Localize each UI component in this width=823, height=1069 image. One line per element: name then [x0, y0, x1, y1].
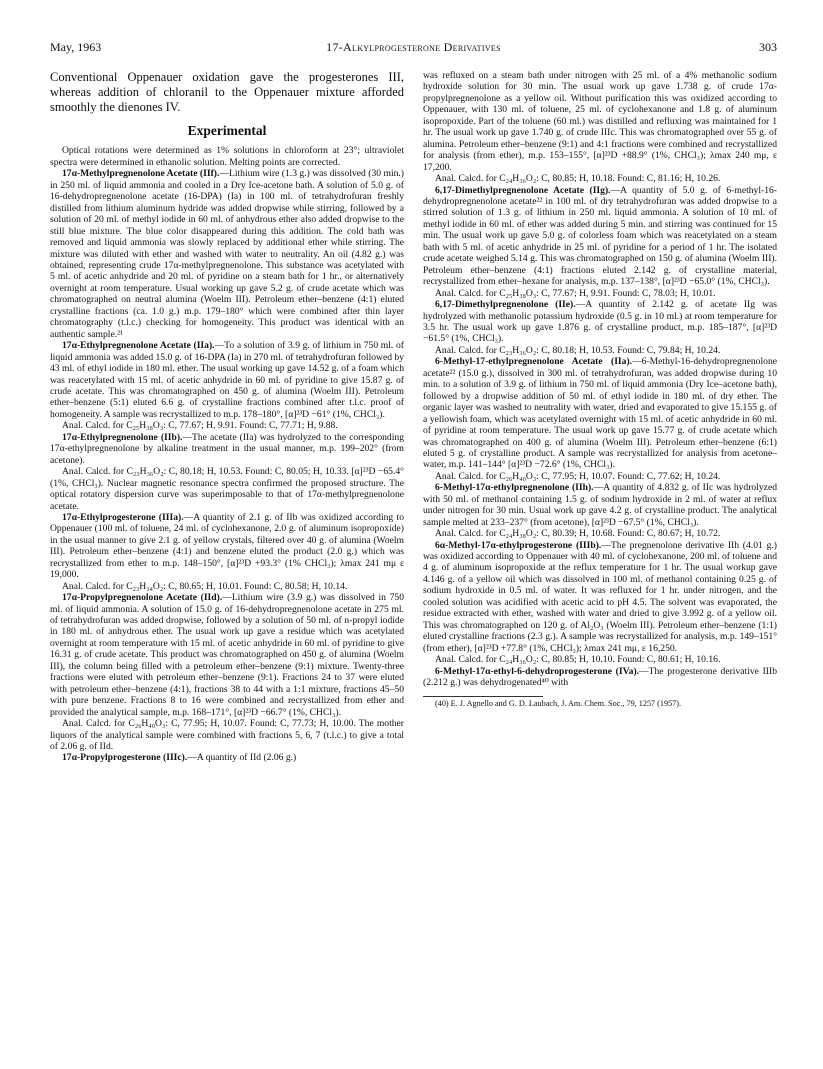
paragraph-body: —A quantity of 4.832 g. of IIc was hydrolyzed with 50 ml. of methanol containing 1.5 g. of sodium hydroxide in 2 ml. of water at reflux under nitrogen for 30 min. Usual work up gave 4.2 g. of crystalline product. The analytical sample melted at 233–237° (from acetone), [α]²³D −67.5° (1%, CHCl₃). — [423, 482, 777, 528]
page-number: 303 — [759, 40, 777, 54]
analysis-line: Anal. Calcd. for C₂₆H₄₀O₃: C, 77.95; H, 10.07. Found: C, 77.73; H, 10.00. The mother liquors of the analytical sample were combined with fractions 5, 6, 7 (t.l.c.) to give a total of 2.06 g. of IId. — [50, 718, 404, 753]
paragraph-body: —A quantity of 2.1 g. of IIb was oxidized according to Oppenauer (100 ml. of toluene, 24 ml. of cyclohexanone, 2.0 g. of aluminum isopropoxide) in the usual manner to give 2.1 g. of yellow crystals, filtered over 40 g. of alumina (Woelm III). Petroleum ether–benzene (4:1) and benzene eluted the product (2.0 g.) which was recrystallized from ether to m.p. 148–150°, [α]²³D +93.3° (1% CHCl₃); λmax 241 mμ ε 19,000. — [50, 511, 404, 581]
paragraph-body: —A quantity of 2.142 g. of acetate IIg was hydrolyzed with methanolic potassium hydroxide (0.5 g. in 10 ml.) at room temperature for 3.5 hr. The usual work up gave 1.876 g. of crystalline product, m.p. 185–187°, [α]²³D −61.5° (1%, CHCl₃). — [423, 299, 777, 345]
analysis-line: Anal. Calcd. for C₂₃H₃₆O₂: C, 80.18; H, 10.53. Found: C, 80.05; H, 10.33. [α]²³D −65.4° (1%, CHCl₃). Nuclear magnetic resonance spectra confirmed the proposed structure. The optical rotatory dispersion curve was superimposable to that of 17α-methylpregnenolone acetate. — [50, 466, 404, 512]
paragraph-body: —A quantity of 5.0 g. of 6-methyl-16-dehydropregnenolone acetate²² in 100 ml. of dry tetrahydrofuran was added dropwise to a stirred solution of 1.3 g. of lithium in 250 ml. liquid ammonia. A solution of 10 ml. of methyl iodide in 60 ml. of ether was added during 5 min. and stirring was continued for 15 min. The usual work up gave 5.0 g. of colorless foam which was reacetylated on a steam bath with 5 ml. of acetic anhydride in 25 ml. of pyridine for a period of 1 hr. The isolated crude acetate weighed 5.14 g. This was chromatographed on 150 g. of alumina (Woelm III). Petroleum ether–benzene (4:1) fractions eluted 2.142 g. of crystalline material, recrystallized from ether–hexane for analysis, m.p. 137–138°, [α]²³D −65.0° (1%, CHCl₃). — [423, 184, 777, 288]
paragraph — [50, 432, 404, 466]
paragraph: Optical rotations were determined as 1% solutions in chloroform at 23°; ultraviolet spectra were determined in ethanolic solution. Melting points are corrected. — [50, 145, 404, 168]
paragraph — [423, 185, 777, 288]
paragraph — [50, 512, 404, 581]
lead-paragraph: Conventional Oppenauer oxidation gave the progesterones III, whereas addition of chloranil to the Oppenauer mixture afforded smoothly the dienones IV. — [50, 70, 404, 114]
paragraph — [423, 356, 777, 471]
analysis-line: Anal. Calcd. for C₂₆H₄₀O₃: C, 77.95; H, 10.07. Found: C, 77.62; H, 10.24. — [435, 470, 721, 482]
running-header — [50, 40, 777, 58]
paragraph-body: —6-Methyl-16-dehydropregnenolone acetate²² (15.0 g.), dissolved in 300 ml. of tetrahydrofuran, was added dropwise during 10 min. to a solution of 3.9 g. of lithium in 750 ml. of liquid ammonia (Dry Ice–acetone bath), followed by a dropwise addition of 50 ml. of ethyl iodide in 180 ml. of dry ether. The organic layer was washed to neutrality with water, dried and evaporated to give 15.155 g. of a yellowish foam, which was acetylated overnight with 15 ml. of acetic anhydride in 60 ml. of pyridine at room temperature. The usual work up gave 15.77 g. of crude acetate which was chromatographed on 400 g. of alumina (Woelm III). Petroleum ether–benzene (6:1) eluted 5 g. of crystalline product. A sample was recrystallized for analysis from acetone–water, m.p. 141–144° [α]²³D −72.6° (1%, CHCl₃). — [423, 356, 777, 471]
compound-title: 6,17-Dimethylpregnenolone Acetate (IIg). — [435, 184, 611, 196]
paragraph — [423, 540, 777, 655]
paragraph-body: —The acetate (IIa) was hydrolyzed to the corresponding 17α-ethylpregnenolone by alkaline treatment in the usual manner, m.p. 199–202° (from acetone). — [50, 431, 404, 466]
left-column — [50, 70, 404, 764]
paragraph-body: —To a solution of 3.9 g. of lithium in 750 ml. of liquid ammonia was added 15.0 g. of 16-DPA (Ia) in 270 ml. of tetrahydrofuran followed by 43 ml. of ethyl iodide in 180 ml. ether. The usual working up gave 14.52 g. of a foam which was reacetylated with 15 ml. of acetic anhydride in 60 ml. of pyridine to give 15.87 g. of crude acetate. This was chromatographed on 450 g. of alumina (Woelm III). Petroleum ether–benzene (5:1) eluted 6.6 g. of crystalline fractions combined after t.l.c. proof of homogeneity. A sample was recrystallized to m.p. 178–180°, [α]²³D −61° (1%, CHCl₃). — [50, 340, 405, 420]
paragraph-body: —The progesterone derivative IIIb (2.212 g.) was dehydrogenated⁴⁰ with — [423, 665, 777, 689]
paragraph — [50, 168, 404, 340]
compound-title: 17α-Propylprogesterone (IIIc). — [62, 752, 188, 764]
paragraph — [50, 340, 404, 420]
paragraph-body: —Lithium wire (3.9 g.) was dissolved in 750 ml. of liquid ammonia. A solution of 15.0 g. of 16-dehydropregnenolone acetate in 275 ml. of tetrahydrofuran was added dropwise, followed by a solution of 50 ml. of n-propyl iodide in 180 ml. of anhydrous ether. The usual work up gave a residue which was acetylated overnight at room temperature with 15 ml. of acetic anhydride in 60 ml. of pyridine to give 16.31 g. of crude acetate. This product was chromatographed on 450 g. of alumina (Woelm III), the column being filled with a petroleum ether–benzene (9:1) mixture. Twenty-three fractions were eluted with petroleum ether–benzene (9:1). Fractions 24 to 37 were eluted with petroleum ether–benzene (4:1), fractions 38 to 44 with a 1:1 mixture, fractions 45–50 with pure benzene. Fractions 8 to 16 were combined and recrystallized from ether and provided the analytical sample, m.p. 168–171°, [α]²³D −66.7° (1%, CHCl₃). — [50, 592, 405, 718]
paragraph: was refluxed on a steam bath under nitrogen with 25 ml. of a 4% methanolic sodium hydroxide solution for 30 min. The usual work up gave 1.738 g. of crude 17α-propylpregnenolone as a yellow oil. Without purification this was oxidized according to Oppenauer, with 130 ml. of toluene, 25 ml. of cyclohexanone and 1.8 g. of aluminum isopropoxide. Part of the toluene (60 ml.) was distilled and refluxing was maintained for 1 hr. The usual work up gave 1.740 g. of crude IIIc. This was chromatographed over 55 g. of alumina. Petroleum ether–benzene (9:1) and 4:1 fractions were combined and recrystallized for analysis (from ether), m.p. 153–155°, [α]²³D +88.9° (1%, CHCl₃); λmax 240 mμ, ε 17,200. — [423, 70, 777, 173]
compound-title: 6-Methyl-17α-ethylpregnenolone (IIh). — [435, 482, 594, 494]
compound-title: 6-Methyl-17-ethylpregnenolone Acetate (IIa). — [435, 356, 633, 368]
analysis-line: Anal. Calcd. for C₂₃H₃₄O₂: C, 80.65; H, 10.01. Found: C, 80.58; H, 10.14. — [62, 580, 348, 592]
analysis-line: Anal. Calcd. for C₂₄H₃₆O₂: C, 80.85; H, 10.18. Found: C, 81.16; H, 10.26. — [435, 173, 721, 185]
paragraph-body: —A quantity of IId (2.06 g.) — [187, 752, 297, 764]
analysis-line: Anal. Calcd. for C₂₄H₃₈O₂: C, 80.39; H, 10.68. Found: C, 80.67; H, 10.72. — [435, 528, 721, 540]
analysis-line: Anal. Calcd. for C₂₅H₃₈O₃: C, 77.67; H, 9.91. Found: C, 78.03; H, 10.01. — [435, 287, 716, 299]
right-column — [423, 70, 777, 709]
compound-title: 17α-Propylpregnenolone Acetate (IId). — [62, 592, 223, 604]
paragraph — [423, 666, 777, 689]
compound-title: 17α-Ethylpregnenolone Acetate (IIa). — [62, 340, 215, 352]
compound-title: 17α-Ethylpregnenolone (IIb). — [62, 431, 183, 443]
compound-title: 6-Methyl-17α-ethyl-6-dehydroprogesterone (IVa). — [435, 665, 640, 677]
analysis-line: Anal. Calcd. for C₂₄H₃₆O₂: C, 80.85; H, 10.10. Found: C, 80.61; H, 10.16. — [435, 654, 721, 666]
footnote: (40) E. J. Agnello and G. D. Laubach, J. Am. Chem. Soc., 79, 1257 (1957). — [435, 699, 682, 709]
compound-title: 17α-Methylpregnenolone Acetate (IIf). — [62, 168, 220, 180]
header-date: May, 1963 — [50, 40, 102, 54]
paragraph — [423, 299, 777, 345]
footnote-divider — [423, 696, 543, 697]
analysis-line: Anal. Calcd. for C₂₃H₃₆O₂: C, 80.18; H, 10.53. Found: C, 79.84; H, 10.24. — [435, 344, 721, 356]
paragraph-body: —Lithium wire (1.3 g.) was dissolved (30 min.) in 250 ml. of liquid ammonia and cooled in a Dry Ice-acetone bath. A solution of 5.0 g. of 16-dehydropregnenolone acetate (16-DPA) (Ia) in 100 ml. of tetrahydrofuran freshly distilled from lithium aluminum hydride was added dropwise while stirring, followed by a solution of 20 ml. of methyl iodide in 60 ml. of anhydrous ether also added dropwise to the still blue mixture. The blue color disappeared during this addition. The cold bath was removed and liquid ammonia was slowly replaced by additional ether while stirring. The mixture was diluted with ether and washed with water to neutrality. An oil (4.82 g.) was obtained, representing crude 17α-methylpregnenolone. This substance was acetylated with 5 ml. of acetic anhydride and 20 ml. of pyridine on a steam bath for 1 hr., or alternatively overnight at room temperature. Usual working up gave 5.2 g. of crude acetate which was chromatographed on neutral alumina (Woelm III). Petroleum ether–benzene (4:1) eluted crystalline fractions (ca. 1.0 g.) m.p. 179–180° which were combined after thin layer chromatography (t.l.c.) checking for homogeneity. This product was identical with an authentic sample.²¹ — [50, 168, 404, 340]
paragraph — [50, 752, 404, 763]
paragraph-body: —The pregnenolone derivative IIh (4.01 g.) was oxidized according to Oppenauer with 40 ml. of cyclohexanone, 200 ml. of toluene and 4 g. of aluminum isopropoxide at the reflux temperature for 1 hr. The usual workup gave 4.146 g. of a yellow oil which was dissolved in 100 ml. of methanol containing 0.25 g. of sodium hydroxide in 0.5 ml. of water. It was refluxed for 1 hr. under nitrogen, and the cooled solution was acidified with acetic acid to pH 4.5. The solvent was evaporated, the residue extracted with ether, washed with water and dried to give 3.992 g. of a yellow oil. This was chromatographed on 120 g. of Al₂O₃ (Woelm III). Petroleum ether–benzene (1:1) eluted crystalline fractions (2.3 g.). A sample was recrystallized for analysis, m.p. 149–151° (from ether), [α]²³D +77.8° (1%, CHCl₃); λmax 241 mμ, ε 16,250. — [423, 539, 777, 654]
header-title: 17-Alkylprogesterone Derivatives — [326, 40, 501, 54]
compound-title: 17α-Ethylprogesterone (IIIa). — [62, 511, 184, 523]
section-heading: Experimental — [187, 123, 267, 138]
paragraph — [50, 592, 404, 718]
compound-title: 6,17-Dimethylpregnenolone (IIe). — [435, 299, 576, 311]
paragraph — [423, 482, 777, 528]
compound-title: 6α-Methyl-17α-ethylprogesterone (IIIb). — [435, 539, 602, 551]
analysis-line: Anal. Calcd. for C₂₅H₃₈O₃: C, 77.67; H, 9.91. Found: C, 77.71; H, 9.88. — [62, 420, 338, 432]
